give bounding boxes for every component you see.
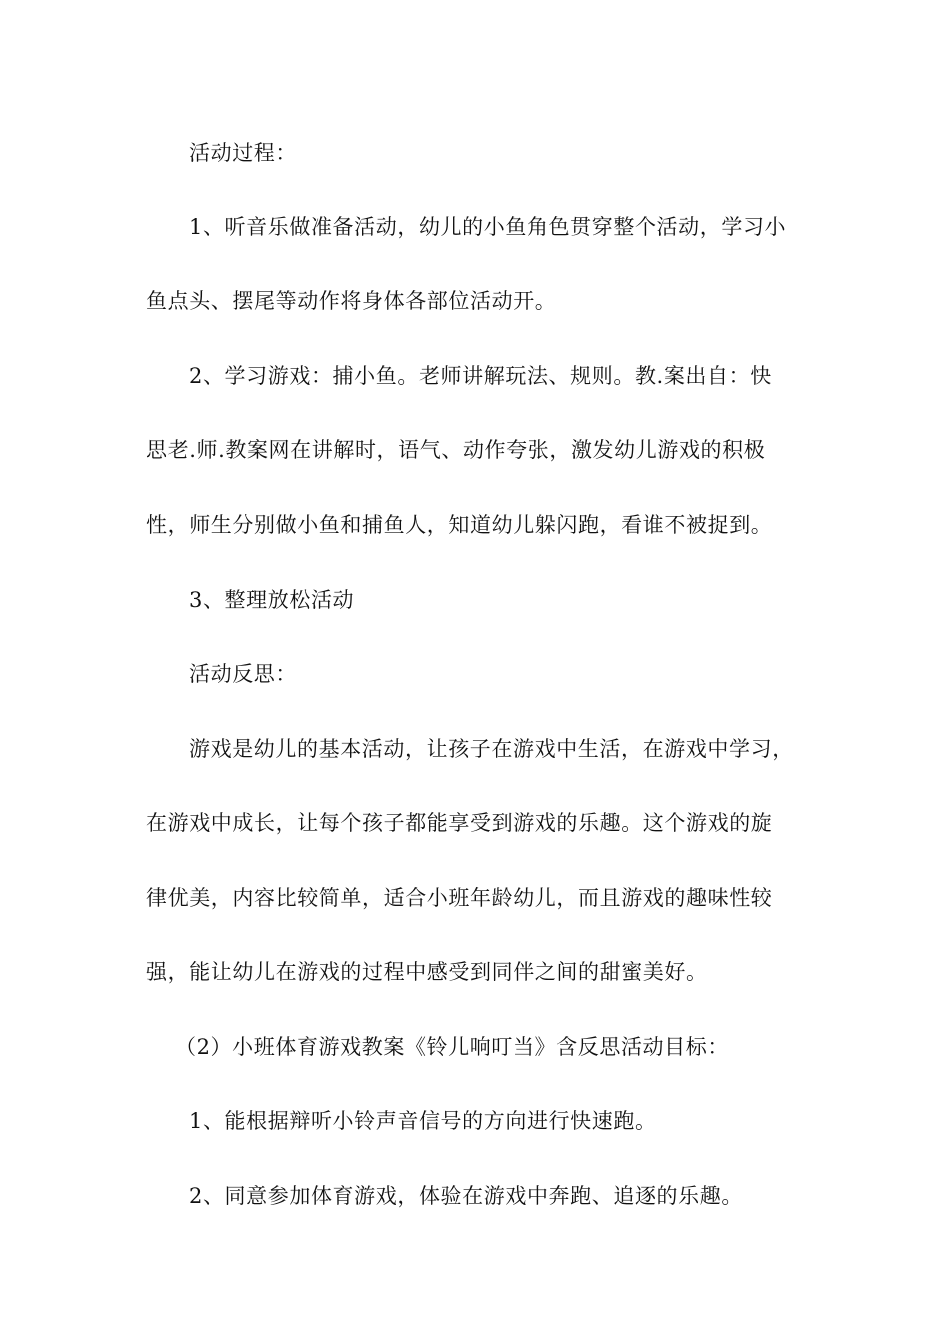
paragraph-line: 思老.师.教案网在讲解时，语气、动作夸张，激发幼儿游戏的积极 (146, 438, 766, 462)
paragraph-line: 3、整理放松活动 (189, 588, 355, 612)
paragraph-line: 2、同意参加体育游戏，体验在游戏中奔跑、追逐的乐趣。 (189, 1184, 743, 1208)
paragraph-line: 2、学习游戏：捕小鱼。老师讲解玩法、规则。教.案出自：快 (189, 364, 772, 388)
paragraph-line: 1、能根据辩听小铃声音信号的方向进行快速跑。 (189, 1109, 657, 1133)
paragraph-line: 在游戏中成长，让每个孩子都能享受到游戏的乐趣。这个游戏的旋 (146, 811, 773, 835)
paragraph-line: 性，师生分别做小鱼和捕鱼人，知道幼儿躲闪跑，看谁不被捉到。 (146, 513, 773, 537)
subsection-title: （2）小班体育游戏教案《铃儿响叮当》含反思活动目标： (175, 1035, 729, 1059)
paragraph-line: 1、听音乐做准备活动，幼儿的小鱼角色贯穿整个活动，学习小 (189, 215, 787, 239)
paragraph-line: 强，能让幼儿在游戏的过程中感受到同伴之间的甜蜜美好。 (146, 960, 708, 984)
section-heading-process: 活动过程： (189, 141, 297, 165)
paragraph-line: 律优美，内容比较简单，适合小班年龄幼儿，而且游戏的趣味性较 (146, 886, 773, 910)
paragraph-line: 游戏是幼儿的基本活动，让孩子在游戏中生活，在游戏中学习， (189, 737, 794, 761)
section-heading-reflection: 活动反思： (189, 662, 297, 686)
paragraph-line: 鱼点头、摆尾等动作将身体各部位活动开。 (146, 289, 557, 313)
